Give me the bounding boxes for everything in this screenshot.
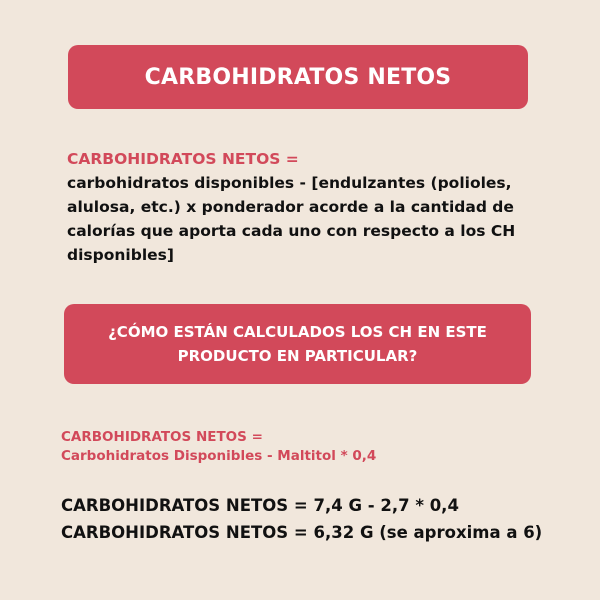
formula-line-2: Carbohidratos Disponibles - Maltitol * 0,4 bbox=[61, 448, 377, 464]
calculation-block bbox=[61, 492, 581, 546]
title-banner bbox=[68, 45, 528, 109]
definition-body: carbohidratos disponibles - [endulzantes (polioles, alulosa, etc.) x ponderador acorde a la cantidad de calorías que aporta cada uno con respecto a los CH disponibles] bbox=[67, 174, 516, 264]
definition-block bbox=[67, 148, 567, 267]
calculation-line-1: CARBOHIDRATOS NETOS = 7,4 G - 2,7 * 0,4 bbox=[61, 496, 459, 515]
question-banner-line-2: PRODUCTO EN PARTICULAR? bbox=[177, 347, 418, 365]
question-banner-line-1: ¿CÓMO ESTÁN CALCULADOS LOS CH EN ESTE bbox=[108, 323, 487, 341]
calculation-line-2: CARBOHIDRATOS NETOS = 6,32 G (se aproxima a 6) bbox=[61, 523, 543, 542]
title-banner-text: CARBOHIDRATOS NETOS bbox=[144, 64, 452, 90]
question-banner bbox=[64, 304, 531, 384]
definition-heading: CARBOHIDRATOS NETOS = bbox=[67, 150, 299, 168]
formula-line-1: CARBOHIDRATOS NETOS = bbox=[61, 429, 263, 445]
formula-block bbox=[61, 428, 561, 466]
